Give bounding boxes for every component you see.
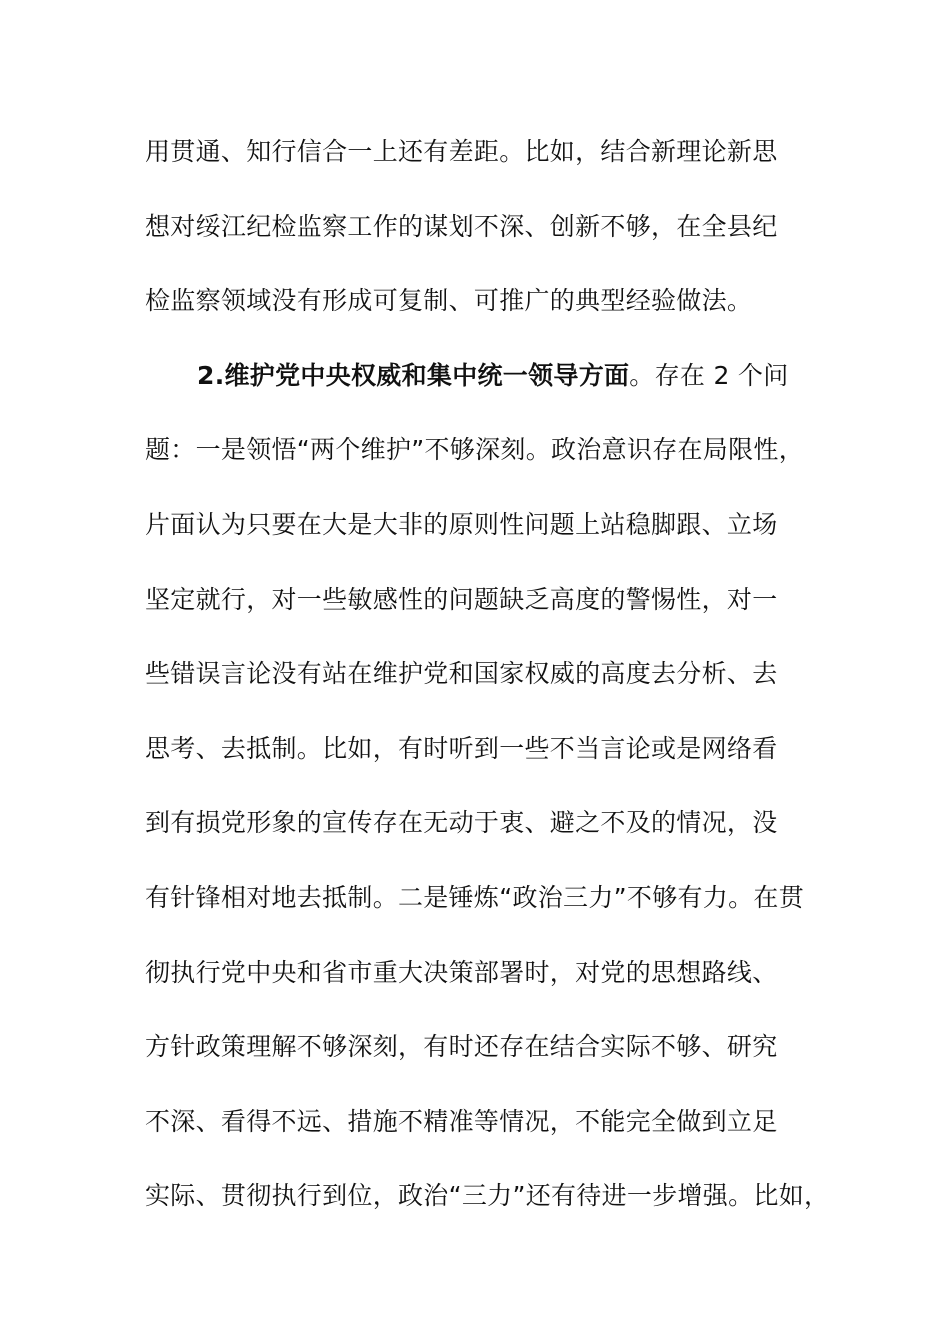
- text-line: 些错误言论没有站在维护党和国家权威的高度去分析、去: [145, 659, 778, 689]
- text-line: 有针锋相对地去抵制。二是锤炼“政治三力”不够有力。在贯: [145, 882, 805, 912]
- text-line: 用贯通、知行信合一上还有差距。比如，结合新理论新思: [145, 137, 778, 166]
- text-line: 题：一是领悟“两个维护”不够深刻。政治意识存在局限性，: [145, 435, 805, 465]
- text-line: 检监察领域没有形成可复制、可推广的典型经验做法。: [145, 286, 753, 316]
- section-heading: 2.维护党中央权威和集中统一领导方面: [197, 360, 630, 390]
- text-line: 想对绥江纪检监察工作的谋划不深、创新不够，在全县纪: [145, 211, 778, 241]
- text-line: 思考、去抵制。比如，有时听到一些不当言论或是网络看: [145, 733, 778, 763]
- text-line: 实际、贯彻执行到位，政治“三力”还有待进一步增强。比如，: [145, 1181, 830, 1211]
- section-heading-rest: 。存在 2 个问: [629, 360, 789, 390]
- text-line: 坚定就行，对一些敏感性的问题缺乏高度的警惕性，对一: [145, 584, 778, 614]
- text-line: 到有损党形象的宣传存在无动于衷、避之不及的情况，没: [145, 808, 778, 838]
- text-line: 片面认为只要在大是大非的原则性问题上站稳脚跟、立场: [145, 509, 778, 539]
- body-text: [145, 115, 835, 1234]
- text-line: 彻执行党中央和省市重大决策部署时，对党的思想路线、: [145, 957, 778, 987]
- section-heading-line: [145, 339, 835, 414]
- text-line: 方针政策理解不够深刻，有时还存在结合实际不够、研究: [145, 1032, 778, 1062]
- text-line: 不深、看得不远、措施不精准等情况，不能完全做到立足: [145, 1106, 778, 1136]
